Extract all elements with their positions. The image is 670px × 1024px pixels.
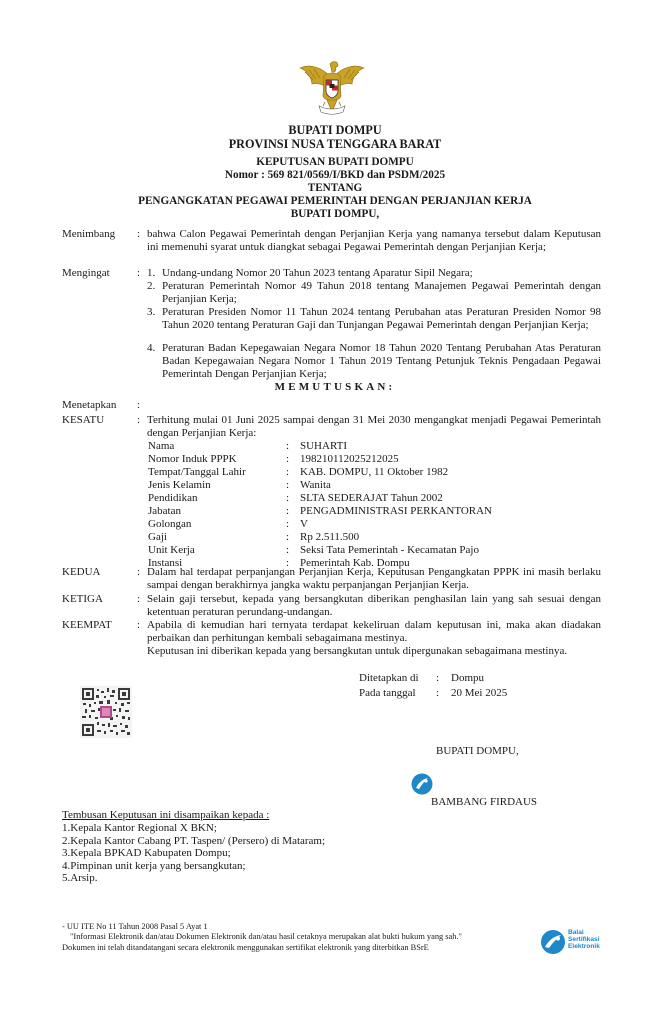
identity-key: Nama [148,440,175,452]
keempat-colon: : [137,619,141,631]
tembusan-title: Tembusan Keputusan ini disampaikan kepada : [62,809,270,821]
identity-sep: : [286,531,290,543]
identity-key: Pendidikan [148,492,198,504]
mengingat-item-text: Peraturan Presiden Nomor 11 Tahun 2024 tentang Perubahan atas Peraturan Presiden Nomor 98 Tahun 2020 tentang Peraturan Gaji dan Tunjangan Pegawai Pemerintah dengan Perjanjian Kerja; [162,306,601,331]
tembusan-list [62,822,325,885]
identity-key: Gaji [148,531,167,543]
kedua-label: KEDUA [62,566,101,578]
signer-name: BAMBANG FIRDAUS [431,796,538,808]
identity-value: Rp 2.511.500 [300,531,360,543]
bsre-logo-text [568,929,600,951]
bsre-text-line: Elektronik [568,943,600,951]
identity-key: Jabatan [148,505,181,517]
kesatu-label: KESATU [62,414,105,426]
table-row [148,440,492,453]
ditetapkan-colon: : [436,672,440,684]
tanggal-colon: : [436,687,440,699]
list-item: 3.Kepala BPKAD Kabupaten Dompu; [62,847,231,860]
employee-identity-table [148,440,492,570]
identity-value: Pemerintah Kab. Dompu [300,557,410,569]
menetapkan-colon: : [137,399,141,411]
footer-notice [62,922,532,953]
identity-key: Unit Kerja [148,544,195,556]
list-item: 5.Arsip. [62,872,98,885]
memutuskan-heading: MEMUTUSKAN: [274,381,396,393]
mengingat-item-text: Peraturan Pemerintah Nomor 49 Tahun 2018 tentang Manajemen Pegawai Pemerintah dengan Perjanjian Kerja; [162,280,601,305]
keempat-text-2: Keputusan ini diberikan kepada yang bersangkutan untuk dipergunakan sebagaimana mestinya. [147,645,568,657]
footer-quote: "Informasi Elektronik dan/atau Dokumen Elektronik dan/atau hasil cetaknya merupakan alat bukti hukum yang sah." [70,932,462,942]
identity-sep: : [286,453,290,465]
identity-sep: : [286,440,290,452]
header-tentang: TENTANG [307,182,363,194]
kedua-colon: : [137,566,141,578]
identity-value: SLTA SEDERAJAT Tahun 2002 [300,492,443,504]
identity-key: Tempat/Tanggal Lahir [148,466,246,478]
menimbang-text: bahwa Calon Pegawai Pemerintah dengan Perjanjian Kerja yang namanya tersebut dalam Keputusan ini memenuhi syarat untuk diangkat sebagai Pegawai Pemerintah dengan Perjanjian Kerja; [147,228,601,253]
bsre-text-line: Sertifikasi [568,936,600,944]
ketiga-colon: : [137,593,141,605]
identity-key: Instansi [148,557,183,569]
table-row [148,453,492,466]
list-item: 2.Kepala Kantor Cabang PT. Taspen/ (Persero) di Mataram; [62,834,326,847]
qr-code-icon [80,686,132,738]
ketiga-label: KETIGA [62,593,103,605]
tanggal-value: 20 Mei 2025 [451,687,508,699]
tanggal-label: Pada tanggal [359,687,416,699]
mengingat-item-number: 3. [147,306,156,318]
keempat-text-1: Apabila di kemudian hari ternyata terdapat kekeliruan dalam keputusan ini, maka akan diadakan perbaikan dan perhitungan kembali sebagaimana mestinya. [147,619,601,644]
table-row [148,518,492,531]
footer-law: - UU ITE No 11 Tahun 2008 Pasal 5 Ayat 1 [62,922,208,931]
identity-value: Wanita [300,479,331,491]
table-row [148,531,492,544]
mengingat-colon: : [137,267,141,279]
identity-value: 198210112025212025 [300,453,399,465]
mengingat-item-number: 4. [147,342,156,354]
identity-sep: : [286,479,290,491]
mengingat-item-number: 2. [147,280,156,292]
identity-sep: : [286,518,290,530]
identity-sep: : [286,544,290,556]
mengingat-item-text: Peraturan Badan Kepegawaian Negara Nomor 18 Tahun 2020 Tentang Perubahan Atas Peraturan Badan Kepegawaian Negara Nomor 1 Tahun 2019 Tentang Petunjuk Teknis Pengadaan Pegawai Pemerintah Dengan Perjanjian Kerja; [162,342,601,380]
mengingat-item-text: Undang-undang Nomor 20 Tahun 2023 tentang Aparatur Sipil Negara; [162,267,473,279]
table-row [148,505,492,518]
header-title: BUPATI DOMPU [288,123,382,137]
kesatu-text: Terhitung mulai 01 Juni 2025 sampai dengan 31 Mei 2030 mengangkat menjadi Pegawai Pemerintah dengan Perjanjian Kerja: [147,414,601,439]
list-item: 4.Pimpinan unit kerja yang bersangkutan; [62,859,246,872]
table-row [148,544,492,557]
header-province: PROVINSI NUSA TENGGARA BARAT [228,137,442,151]
kesatu-colon: : [137,414,141,426]
table-row [148,479,492,492]
menetapkan-label: Menetapkan [62,399,117,411]
identity-value: V [300,518,308,530]
header-bupati: BUPATI DOMPU, [290,208,380,220]
menimbang-label: Menimbang [62,228,116,240]
identity-key: Jenis Kelamin [148,479,211,491]
menimbang-colon: : [137,228,141,240]
mengingat-item-number: 1. [147,267,156,279]
table-row [148,466,492,479]
identity-value: Seksi Tata Pemerintah - Kecamatan Pajo [300,544,479,556]
keempat-label: KEEMPAT [62,619,112,631]
identity-value: KAB. DOMPU, 11 Oktober 1982 [300,466,449,478]
mengingat-label: Mengingat [62,267,110,279]
identity-sep: : [286,505,290,517]
footer-signed-note: Dokumen ini telah ditandatangani secara elektronik menggunakan sertifikat elektronik yang diterbitkan BSrE [62,942,429,952]
header-decree: KEPUTUSAN BUPATI DOMPU [256,156,414,168]
identity-value: PENGADMINISTRASI PERKANTORAN [300,505,493,517]
identity-value: SUHARTI [300,440,348,452]
ditetapkan-label: Ditetapkan di [359,672,419,684]
ditetapkan-value: Dompu [451,672,484,684]
identity-key: Nomor Induk PPPK [148,453,237,465]
bsre-text-line: Balai [568,929,584,936]
list-item: 1.Kepala Kantor Regional X BKN; [62,822,217,834]
identity-sep: : [286,557,290,569]
identity-sep: : [286,492,290,504]
bsre-signature-icon [411,773,433,795]
table-row [148,492,492,505]
identity-key: Golongan [148,518,192,530]
garuda-pancasila-icon [297,58,367,122]
header-number: Nomor : 569 821/0569/I/BKD dan PSDM/2025 [224,169,446,181]
signer-title: BUPATI DOMPU, [436,745,519,757]
identity-sep: : [286,466,290,478]
ketiga-text: Selain gaji tersebut, kepada yang bersangkutan diberikan penghasilan lain yang sah sesuai dengan ketentuan peraturan perundang-undangan. [147,593,601,618]
kedua-text: Dalam hal terdapat perpanjangan Perjanjian Kerja, Keputusan Pengangkatan PPPK ini masih berlaku sampai dengan berakhirnya jangka waktu perpanjangan Perjanjian Kerja. [147,566,601,591]
header-subject: PENGANGKATAN PEGAWAI PEMERINTAH DENGAN PERJANJIAN KERJA [138,195,532,207]
